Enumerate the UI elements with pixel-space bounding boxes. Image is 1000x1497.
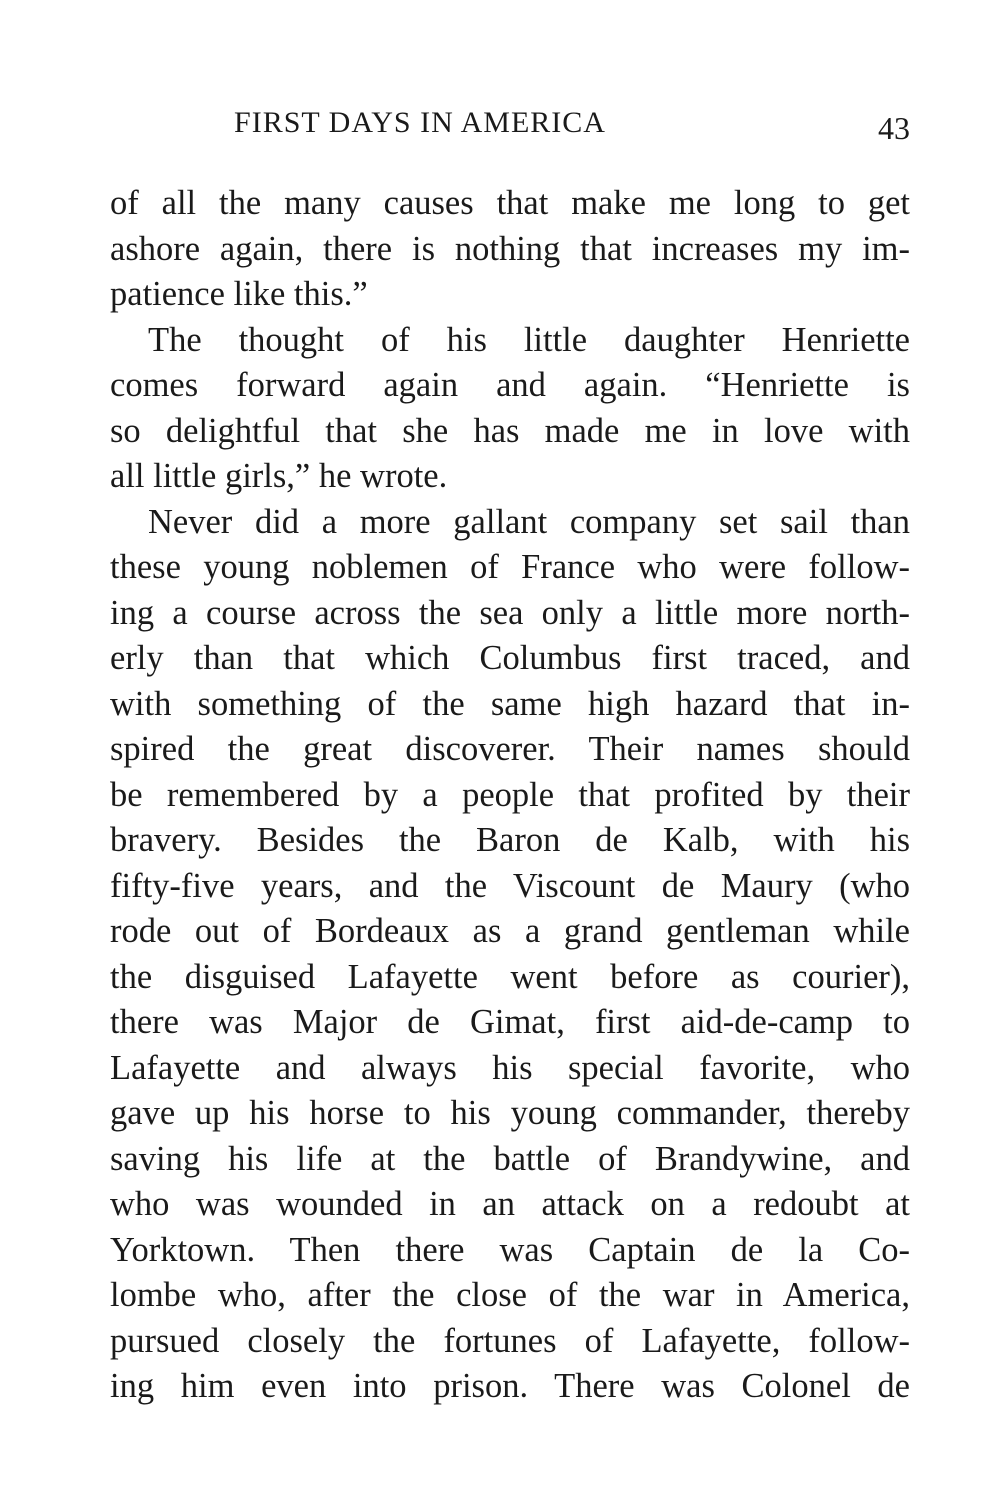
text-line: who was wounded in an attack on a redoubt at — [110, 1185, 910, 1223]
running-title: FIRST DAYS IN AMERICA — [234, 106, 606, 139]
text-line: there was Major de Gimat, first aid-de-camp to — [110, 1003, 910, 1041]
text-line: Lafayette and always his special favorite, who — [110, 1048, 910, 1087]
text-line: all little girls,” he wrote. — [110, 457, 448, 495]
text-line: ing a course across the sea only a little more north- — [110, 593, 910, 632]
text-line: gave up his horse to his young commander, thereby — [110, 1094, 910, 1132]
text-line: with something of the same high hazard that in- — [110, 684, 910, 723]
text-line: ashore again, there is nothing that increases my im- — [110, 229, 910, 268]
text-line: Yorktown. Then there was Captain de la Co- — [110, 1230, 910, 1269]
paragraph-first-line: The thought of his little daughter Henriette — [148, 320, 910, 359]
text-line: these young noblemen of France who were follow- — [110, 548, 910, 586]
text-line: saving his life at the battle of Brandywine, and — [110, 1139, 910, 1178]
paragraph-first-line: Never did a more gallant company set sail than — [148, 502, 910, 541]
text-line: rode out of Bordeaux as a grand gentleman while — [110, 912, 910, 950]
text-line: of all the many causes that make me long to get — [110, 184, 910, 222]
text-line: be remembered by a people that profited by their — [110, 775, 910, 814]
text-line: ing him even into prison. There was Colonel de — [110, 1367, 910, 1405]
text-line: spired the great discoverer. Their names should — [110, 730, 910, 768]
body-text — [110, 181, 910, 1410]
text-line: patience like this.” — [110, 275, 368, 313]
page-number: 43 — [878, 110, 910, 146]
text-line: the disguised Lafayette went before as courier), — [110, 957, 910, 996]
text-line: comes forward again and again. “Henriette is — [110, 366, 910, 404]
running-head — [110, 102, 910, 150]
text-line: fifty-five years, and the Viscount de Maury (who — [110, 866, 910, 905]
text-line: erly than that which Columbus first traced, and — [110, 639, 910, 677]
text-line: so delightful that she has made me in love with — [110, 411, 910, 450]
text-line: bravery. Besides the Baron de Kalb, with his — [110, 821, 910, 859]
text-line: lombe who, after the close of the war in America, — [110, 1276, 910, 1314]
text-line: pursued closely the fortunes of Lafayette, follow- — [110, 1321, 910, 1360]
